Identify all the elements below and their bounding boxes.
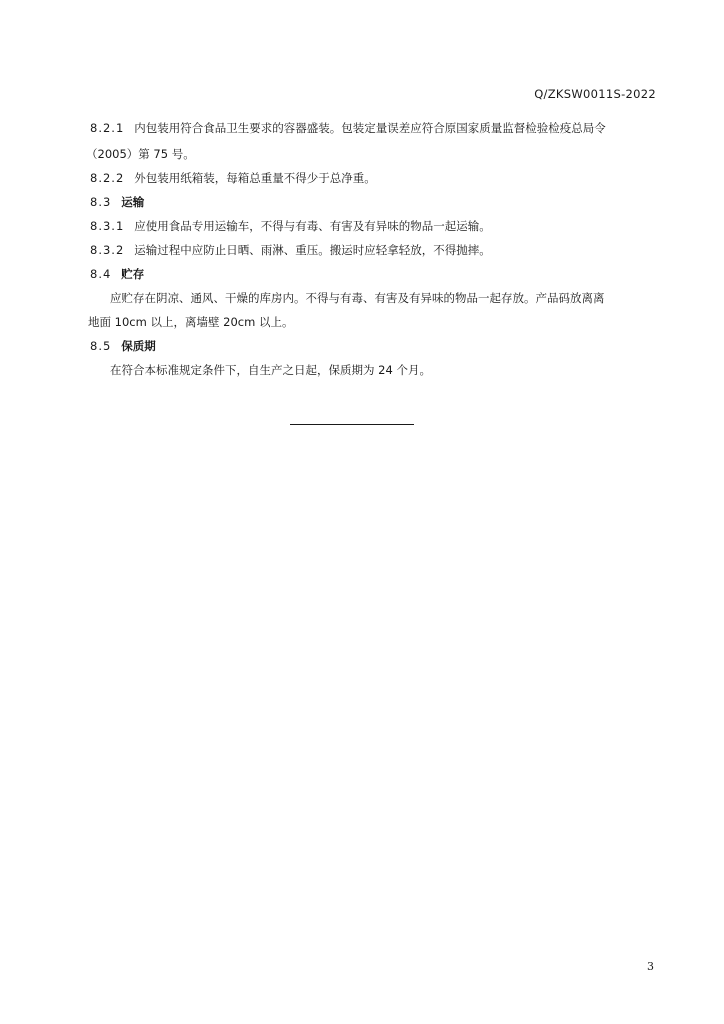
end-of-document-rule	[290, 424, 414, 425]
section-number: 8.4	[90, 267, 112, 281]
section-title: 运输	[121, 195, 145, 209]
paragraph-text: 地面 10cm 以上，离墙壁 20cm 以上。	[88, 315, 294, 329]
section-number: 8.3	[90, 195, 112, 209]
clause-8-3-2	[90, 242, 491, 258]
paragraph-text: 应贮存在阴凉、通风、干燥的库房内。不得与有毒、有害及有异味的物品一起存放。产品码放离离	[110, 291, 605, 305]
paragraph-text: 在符合本标准规定条件下，自生产之日起，保质期为 24 个月。	[110, 363, 431, 377]
section-8-4-heading	[90, 266, 144, 282]
section-title: 贮存	[121, 267, 145, 281]
clause-8-2-1	[90, 120, 606, 136]
section-8-5-paragraph	[110, 362, 431, 378]
section-title: 保质期	[121, 339, 156, 353]
document-code: Q/ZKSW0011S-2022	[534, 87, 656, 101]
clause-text: 内包装用符合食品卫生要求的容器盛装。包装定量误差应符合原国家质量监督检验检疫总局令	[134, 121, 606, 135]
clause-8-2-1-continuation	[86, 146, 195, 162]
section-number: 8.5	[90, 339, 112, 353]
section-8-5-heading	[90, 338, 156, 354]
clause-8-2-2	[90, 170, 376, 186]
page-number: 3	[647, 960, 654, 973]
clause-text: （2005）第 75 号。	[86, 147, 195, 161]
clause-number: 8.3.2	[90, 243, 125, 257]
clause-text: 外包装用纸箱装，每箱总重量不得少于总净重。	[134, 171, 376, 185]
section-8-4-paragraph-continuation	[88, 314, 293, 330]
clause-number: 8.2.2	[90, 171, 125, 185]
section-8-3-heading	[90, 194, 144, 210]
clause-8-3-1	[90, 218, 491, 234]
clause-text: 应使用食品专用运输车，不得与有毒、有害及有异味的物品一起运输。	[134, 219, 491, 233]
clause-number: 8.2.1	[90, 121, 125, 135]
section-8-4-paragraph	[110, 290, 605, 306]
clause-text: 运输过程中应防止日晒、雨淋、重压。搬运时应轻拿轻放，不得抛摔。	[134, 243, 491, 257]
clause-number: 8.3.1	[90, 219, 125, 233]
